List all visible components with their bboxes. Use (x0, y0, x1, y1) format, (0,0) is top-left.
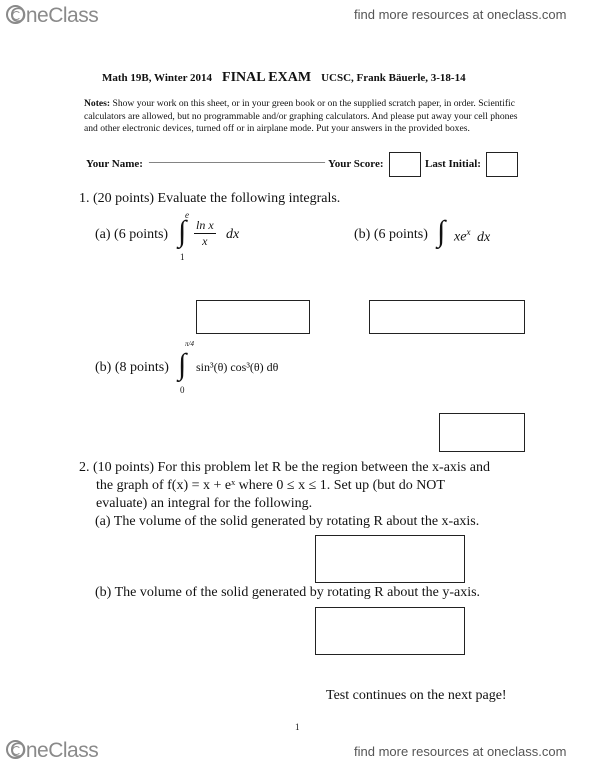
initial-box[interactable] (486, 152, 518, 177)
problem1a-lower-limit: 1 (180, 252, 185, 262)
problem1b-exponent: x (466, 227, 471, 237)
name-field[interactable]: ________________________________ (149, 152, 325, 164)
problem1a-numerator: ln x (196, 218, 214, 232)
problem1-title: 1. (20 points) Evaluate the following integrals. (79, 191, 341, 206)
answer-box-1b[interactable] (369, 300, 525, 334)
problem1b-label: (b) (6 points) (354, 227, 428, 242)
bottom-resources-link[interactable]: find more resources at oneclass.com (354, 744, 567, 759)
problem1b-integrand (454, 227, 490, 246)
answer-box-1a[interactable] (196, 300, 310, 334)
integral-sign-1a: ∫ (178, 215, 187, 248)
top-resources-link[interactable]: find more resources at oneclass.com (354, 7, 567, 22)
problem1a-dx: dx (226, 227, 240, 242)
answer-box-1c[interactable] (439, 413, 525, 452)
logo-text-bottom: OneClass (10, 739, 99, 762)
problem1c-lower-limit: 0 (180, 385, 185, 395)
oneclass-logo (6, 4, 98, 28)
integral-sign-1b: ∫ (437, 215, 446, 248)
problem1a-fraction (194, 218, 216, 249)
course-label: Math 19B, Winter 2014 (102, 72, 213, 84)
notes (84, 98, 529, 136)
logo-text: OneClass (10, 4, 99, 27)
oneclass-logo-bottom-icon (6, 740, 25, 759)
problem1a-upper-limit: e (185, 210, 189, 220)
problem2a-text: (a) The volume of the solid generated by rotating R about the x-axis. (95, 514, 480, 529)
instructor-label: UCSC, Frank Bäuerle, 3-18-14 (321, 72, 466, 84)
oneclass-logo-bottom (6, 739, 98, 763)
problem1c-upper-limit: π/4 (185, 340, 194, 348)
answer-box-2a[interactable] (315, 535, 465, 583)
continues-note: Test continues on the next page! (326, 688, 507, 703)
exam-header (102, 68, 466, 86)
answer-box-2b[interactable] (315, 607, 465, 655)
page-number: 1 (295, 722, 300, 732)
name-label: Your Name: (86, 158, 143, 170)
problem2-statement (79, 459, 529, 513)
notes-label: Notes: (84, 98, 111, 109)
problem1a-denominator: x (202, 234, 208, 248)
exam-title: FINAL EXAM (222, 70, 312, 85)
problem1b-base: xe (454, 229, 467, 245)
problem1c-label: (b) (8 points) (95, 360, 169, 375)
problem2-line3: evaluate) an integral for the following. (96, 496, 313, 511)
score-label: Your Score: (328, 158, 384, 170)
oneclass-logo-icon (6, 5, 25, 24)
score-box[interactable] (389, 152, 421, 177)
problem1b-dx: dx (476, 229, 491, 245)
initial-label: Last Initial: (425, 158, 481, 170)
problem1c-integrand: sin³(θ) cos³(θ) dθ (196, 360, 279, 374)
problem2-line1: 2. (10 points) For this problem let R be the region between the x-axis and (79, 460, 490, 475)
notes-text: Show your work on this sheet, or in your green book or on the supplied scratch paper, in order. Scientific calculators are allowed, but no programmable and/or graphing calculators. And please put away your cell phones and other electronic devices, turned off or in airplane mode. Put your answers in the provided boxes. (84, 98, 518, 134)
problem2b-text: (b) The volume of the solid generated by rotating R about the y-axis. (95, 585, 481, 600)
problem2-line2: the graph of f(x) = x + eˣ where 0 ≤ x ≤ 1. Set up (but do NOT (96, 478, 445, 493)
integral-sign-1c: ∫ (178, 348, 187, 381)
problem1a-label: (a) (6 points) (95, 227, 169, 242)
